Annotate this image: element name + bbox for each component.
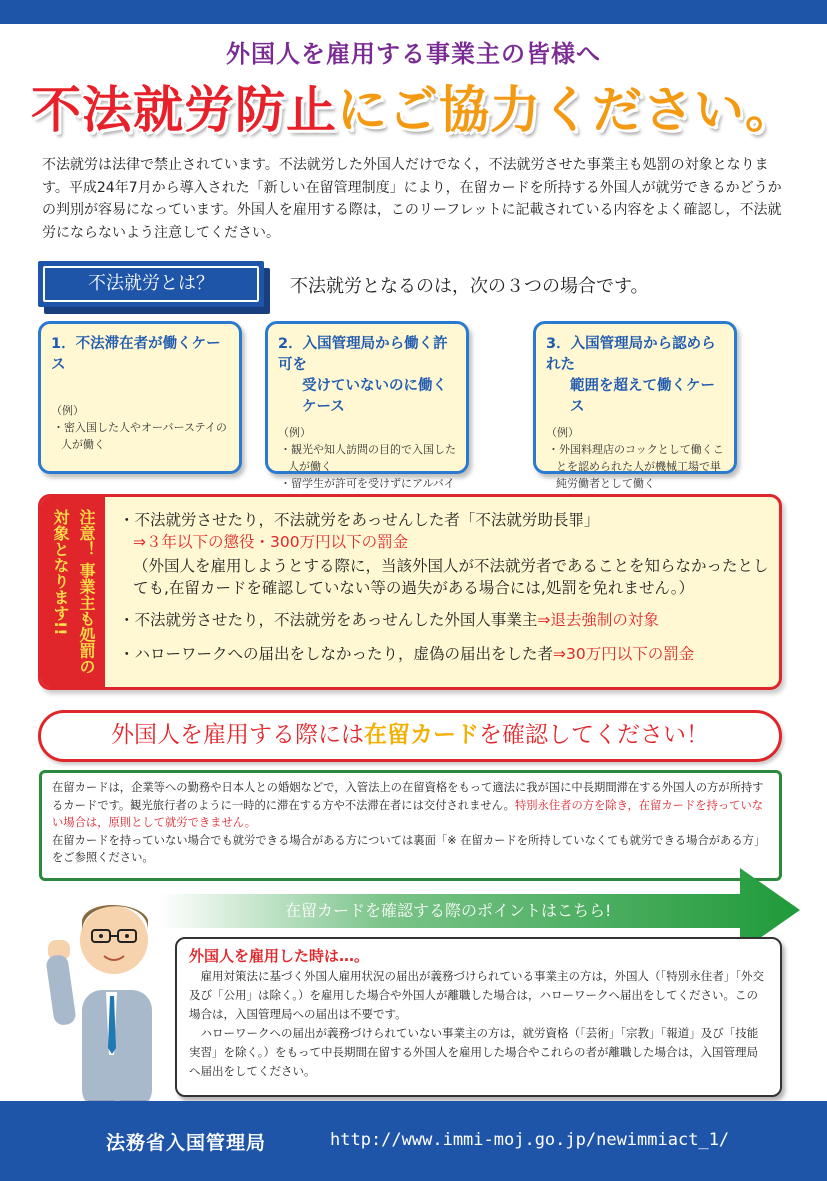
case-title-line2: 受けていないのに働くケース: [302, 378, 447, 415]
employment-notice-title: 外国人を雇用した時は…。: [189, 947, 370, 965]
case-title-line1: 1．不法滞在者が働くケース: [51, 336, 221, 373]
notice-item-3-text: ・ハローワークへの届出をしなかったり，虚偽の届出をした者: [119, 645, 554, 663]
notice-item-1-note: （外国人を雇用しようとする際に，当該外国人が不法就労者であることを知らなかったとしても,在留カードを確認していない等の過失がある場合には,処罰を免れません。）: [133, 557, 769, 597]
page-subtitle: 外国人を雇用する事業主の皆様へ: [226, 40, 601, 68]
employment-notice-p2: ハローワークへの届出が義務づけられていない事業主の方は，就労資格（「芸術」「宗教」「報道」及び「技能実習」を除く。）をもって中長期間在留する外国人を雇用した場合やこれらの者が離職した場合は，入国管理局へ届出をしてください。: [189, 1026, 759, 1078]
checkpoint-arrow-text: 在留カードを確認する際のポイントはこちら!: [285, 901, 612, 920]
banner-text-before: 外国人を雇用する際には: [111, 722, 364, 748]
notice-item-3-penalty: ⇒30万円以下の罰金: [553, 645, 695, 663]
notice-side-panel: [41, 497, 105, 687]
face: [80, 906, 148, 974]
cardinfo-text-red: 特別永住者の方を除き，在留カードを持っていない場合は，原則として就労できません。: [52, 798, 764, 829]
suit-body: [82, 990, 152, 1110]
case-example-label: （例）: [278, 426, 311, 439]
case-card-3: [533, 321, 737, 490]
case-card-1: [38, 321, 242, 474]
case-example: [51, 402, 229, 453]
footer-organization: 法務省入国管理局: [106, 1132, 267, 1154]
whatis-label: 不法就労とは？: [43, 266, 259, 302]
residence-card-banner: [38, 710, 782, 762]
residence-card-info: [39, 770, 782, 881]
notice-body: [119, 509, 779, 665]
case-example-item: ・観光や知人訪問の目的で入国した人が働く: [280, 443, 456, 473]
case-title-line1: 2．入国管理局から働く許可を: [278, 336, 448, 373]
case-title: [546, 334, 724, 418]
page-headline: [0, 70, 827, 142]
footer-url-link[interactable]: http://www.immi-moj.go.jp/newimmiact_1/: [330, 1130, 730, 1150]
notice-item-1: ・不法就労させたり，不法就労をあっせんした者「不法就労助長罪」: [119, 511, 600, 529]
cardinfo-text-2: 在留カードを持っていない場合でも就労できる場合がある方については裏面「※ 在留カードを所持していなくても就労できる場合がある方」をご参照ください。: [52, 833, 766, 864]
notice-item-2-text: ・不法就労させたり，不法就労をあっせんした外国人事業主: [119, 611, 538, 629]
banner-text-after: を確認してください！: [479, 722, 709, 748]
case-title: [51, 334, 229, 376]
headline-orange-part: にご協力ください。: [337, 81, 796, 139]
notice-side-text-2: 対象となります!!: [51, 509, 70, 636]
case-example-label: （例）: [51, 404, 84, 417]
notice-item-1-penalty: ⇒３年以下の懲役・300万円以下の罰金: [133, 533, 409, 551]
notice-item-2-penalty: ⇒退去強制の対象: [537, 611, 659, 629]
case-title-line2: 範囲を超えて働くケース: [570, 378, 715, 415]
notice-item-3: [119, 643, 779, 665]
case-card-2: [265, 321, 469, 490]
banner-highlight: 在留カード: [364, 722, 479, 748]
notice-item-2: [119, 609, 779, 631]
case-example-item: ・外国料理店のコックとして働くことを認められた人が機械工場で単純労働者として働く: [548, 443, 724, 490]
case-example-item: ・密入国した人やオーバーステイの人が働く: [53, 421, 227, 451]
case-title-line1: 3．入国管理局から認められた: [546, 336, 716, 373]
employment-notice: [175, 937, 782, 1097]
cardinfo-text-1: 在留カードは，企業等への勤務や日本人との婚姻などで，入管法上の在留資格をもって適法に我が国に中長期間滞在する外国人の方が所持するカードです。観光旅行者のように一時的に滞在する方や不法滞在者には交付されません。: [52, 781, 764, 812]
case-example: [546, 424, 724, 492]
case-example-item: ・留学生が許可を受けずにアルバイ: [280, 477, 455, 490]
case-example-label: （例）: [546, 426, 579, 439]
whatis-box: [38, 261, 264, 307]
case-title: [278, 334, 456, 418]
top-bar: [0, 0, 827, 24]
intro-paragraph: 不法就労は法律で禁止されています。不法就労した外国人だけでなく，不法就労させた事業主も処罰の対象となります。平成24年7月から導入された「新しい在留管理制度」により，在留カードを所持する外国人が就労できるかどうかの判別が容易になっています。外国人を雇用する際は，このリーフレットに記載されている内容をよく確認し，不法就労にならないよう注意してください。: [42, 157, 782, 241]
arm-raised: [45, 954, 77, 1026]
notice-side-text-1: 注意！ 事業主も処罰の: [77, 509, 96, 675]
employment-notice-p1: 雇用対策法に基づく外国人雇用状況の届出が義務づけられている事業主の方は，外国人（「特別永住者」「外交及び「公用」は除く。）を雇用した場合や外国人が離職した場合は，ハローワークへ届出をしてください。この場合は，入国管理局への届出は不要です。: [189, 969, 764, 1021]
whatis-lead: 不法就労となるのは，次の３つの場合です。: [290, 276, 649, 297]
penalty-notice: [38, 494, 782, 690]
headline-red-part: 不法就労防止: [31, 81, 337, 139]
